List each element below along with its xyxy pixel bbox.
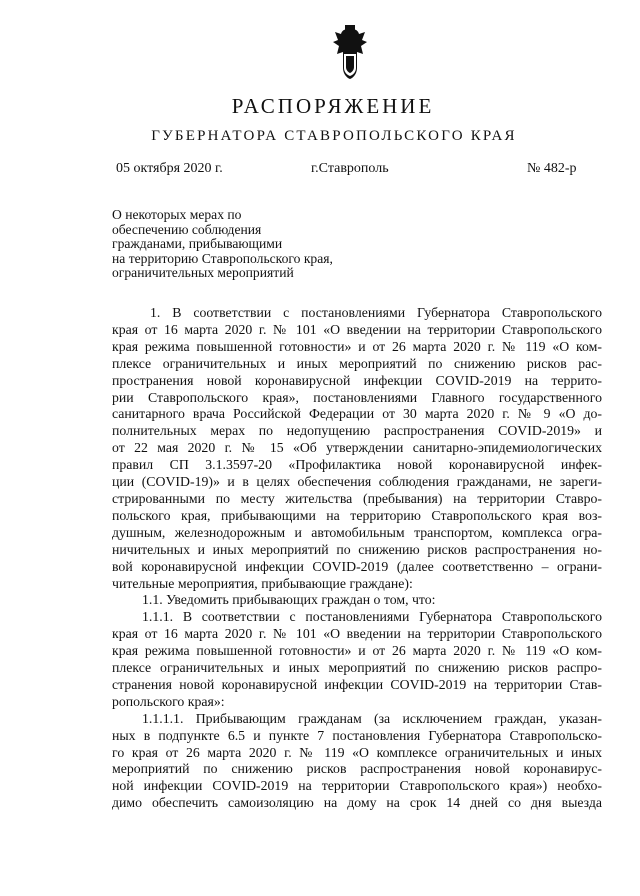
document-title: РАСПОРЯЖЕНИЕ [231, 94, 435, 118]
body-line: мероприятий по снижению рисков распространения новой коронавирус- [112, 761, 602, 777]
body-line: санитарного врача Российской Федерации от 30 марта 2020 г. № 9 «О до- [112, 406, 602, 422]
body-line: ропольского края»: [112, 693, 225, 709]
body-line: полнительных мерах по недопущению распространения COVID-2019» и [112, 423, 602, 439]
document-body [112, 305, 602, 812]
body-line: 1. В соответствии с постановлениями Губернатора Ставропольского [150, 305, 602, 320]
body-line: правил СП 3.1.3597-20 «Профилактика новой коронавирусной инфек- [112, 457, 602, 473]
body-line: ных в подпункте 6.5 и пункте 7 постановления Губернатора Ставропольско- [112, 727, 602, 743]
body-line: края от 16 марта 2020 г. № 101 «О введении на территории Ставропольского [112, 626, 602, 642]
body-line: душным, железнодорожным и автомобильным транспортом, комплекса огра- [112, 524, 602, 540]
body-line: края режима повышенной готовности» и от 26 марта 2020 г. № 119 «О ком- [112, 643, 602, 659]
body-line: рии Ставропольского края», постановлениями Главного государственного [112, 389, 602, 405]
body-line: ничительных и иных мероприятий по снижению рисков распространения но- [112, 541, 602, 557]
document-date: 05 октября 2020 г. [116, 161, 223, 176]
subject-line: О некоторых мерах по [112, 207, 242, 222]
body-line: чительные мероприятия, прибывающие граждане): [112, 575, 413, 591]
subject-line: обеспечению соблюдения [112, 221, 262, 237]
body-line: края от 16 марта 2020 г. № 101 «О введении на территории Ставропольского [112, 321, 602, 337]
body-line: ной инфекции COVID-2019 на территории Ставропольского края») необхо- [112, 778, 602, 794]
body-line: от 22 мая 2020 г. № 15 «Об утверждении санитарно-эпидемиологических [112, 440, 602, 456]
body-line: 1.1.1.1. Прибывающим гражданам (за исключением граждан, указан- [142, 710, 602, 726]
body-line: 1.1.1. В соответствии с постановлениями Губернатора Ставропольского [142, 609, 602, 625]
body-line: го края от 26 марта 2020 г. № 119 «О комплексе ограничительных и иных [112, 744, 602, 760]
body-line: плексе ограничительных и иных мероприятий по снижению рисков распро- [112, 660, 602, 676]
document-subject [112, 208, 432, 281]
coat-of-arms-icon [329, 24, 371, 80]
subject-line: ограничительных мероприятий [112, 265, 294, 281]
subject-line: гражданами, прибывающими [112, 236, 283, 252]
body-line: пространения новой коронавирусной инфекции COVID-2019 на террито- [112, 372, 602, 388]
body-line: плексе ограничительных и иных мероприятий по снижению рисков рас- [112, 355, 602, 371]
body-line: странения новой коронавирусной инфекции COVID-2019 на территории Став- [112, 676, 602, 692]
document-number: № 482-р [527, 161, 577, 176]
body-line: польского края, прибывающими на территорию Ставропольского края воз- [112, 507, 602, 523]
body-line: димо обеспечить самоизоляцию на дому на срок 14 дней со дня выезда [112, 795, 602, 811]
body-line: ции (COVID-19)» и в целях обеспечения соблюдения гражданами, не зареги- [112, 474, 602, 490]
body-line: стрированными по месту жительства (пребывания) на территории Ставро- [112, 490, 602, 506]
body-line: 1.1. Уведомить прибывающих граждан о том, что: [142, 592, 436, 608]
subject-line: на территорию Ставропольского края, [112, 250, 333, 266]
document-subtitle: ГУБЕРНАТОРА СТАВРОПОЛЬСКОГО КРАЯ [151, 128, 517, 144]
body-line: вой коронавирусной инфекции COVID-2019 (далее соответственно – ограни- [112, 558, 602, 574]
document-city: г.Ставрополь [311, 161, 389, 176]
body-line: края режима повышенной готовности» и от 26 марта 2020 г. № 119 «О ком- [112, 338, 602, 354]
